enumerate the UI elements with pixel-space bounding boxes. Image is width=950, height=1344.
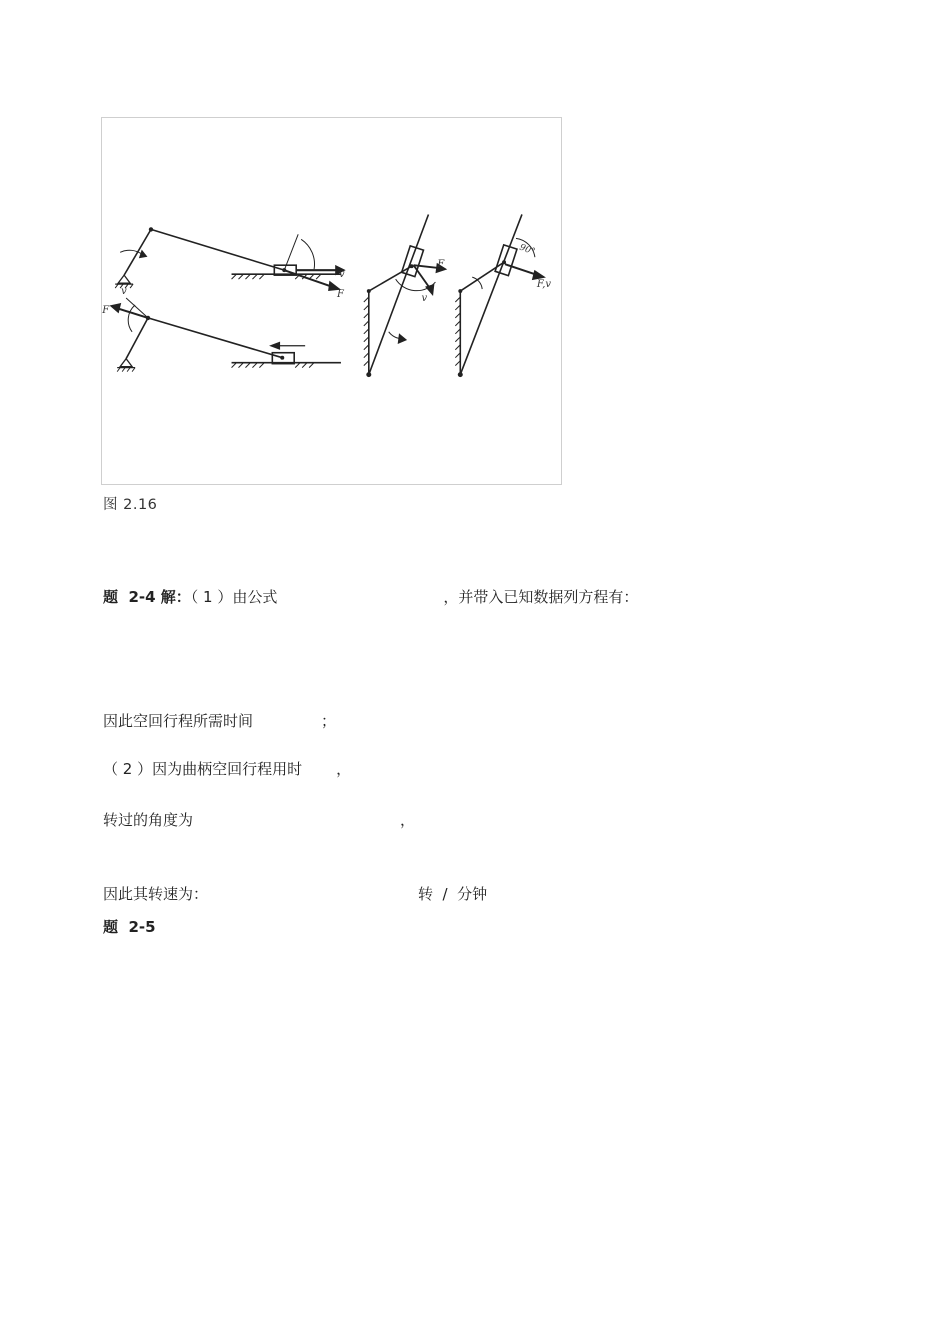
crank-link-2 bbox=[126, 318, 148, 359]
label-v-3: v bbox=[421, 293, 428, 304]
connecting-rod-2 bbox=[148, 318, 282, 358]
angle-text: 转过的角度为 bbox=[103, 811, 194, 829]
problem-2-4-intro bbox=[103, 586, 638, 607]
label-v-1: v bbox=[338, 269, 345, 281]
problem-2-4-heading: 题 2-4 解： bbox=[103, 588, 191, 606]
speed-unit: 转 / 分钟 bbox=[418, 885, 488, 903]
label-f-1: F bbox=[336, 289, 344, 301]
angle-end: ， bbox=[400, 811, 416, 829]
label-v-2: v bbox=[121, 286, 127, 298]
idle-time-end: ； bbox=[321, 712, 337, 730]
figure-caption: 图 2.16 bbox=[103, 497, 158, 513]
part1-suffix: ，并带入已知数据列方程有： bbox=[443, 588, 639, 606]
part1-prefix: （ 1 ）由公式 bbox=[190, 588, 278, 606]
angle-line bbox=[103, 809, 415, 830]
label-fv: F,v bbox=[536, 279, 552, 291]
mechanism-figure bbox=[101, 117, 562, 485]
label-f-3: F bbox=[437, 259, 445, 271]
label-f-2: F bbox=[102, 304, 110, 316]
idle-time-line bbox=[103, 710, 336, 731]
slider-block-3 bbox=[402, 246, 424, 277]
part2-text: （ 2 ）因为曲柄空回行程用时 bbox=[103, 760, 303, 778]
crank-link bbox=[124, 229, 151, 275]
speed-text: 因此其转速为： bbox=[103, 885, 209, 903]
problem-2-5-heading: 题 2-5 bbox=[103, 918, 156, 936]
part2-end: ， bbox=[336, 760, 352, 778]
part2-line bbox=[103, 758, 351, 779]
connecting-rod bbox=[151, 229, 284, 270]
mechanism-diagram bbox=[102, 118, 561, 484]
speed-line bbox=[103, 883, 487, 904]
guide-bar bbox=[369, 214, 429, 374]
label-90: 90° bbox=[517, 242, 537, 258]
force-arrow bbox=[284, 270, 333, 287]
idle-time-text: 因此空回行程所需时间 bbox=[103, 712, 254, 730]
